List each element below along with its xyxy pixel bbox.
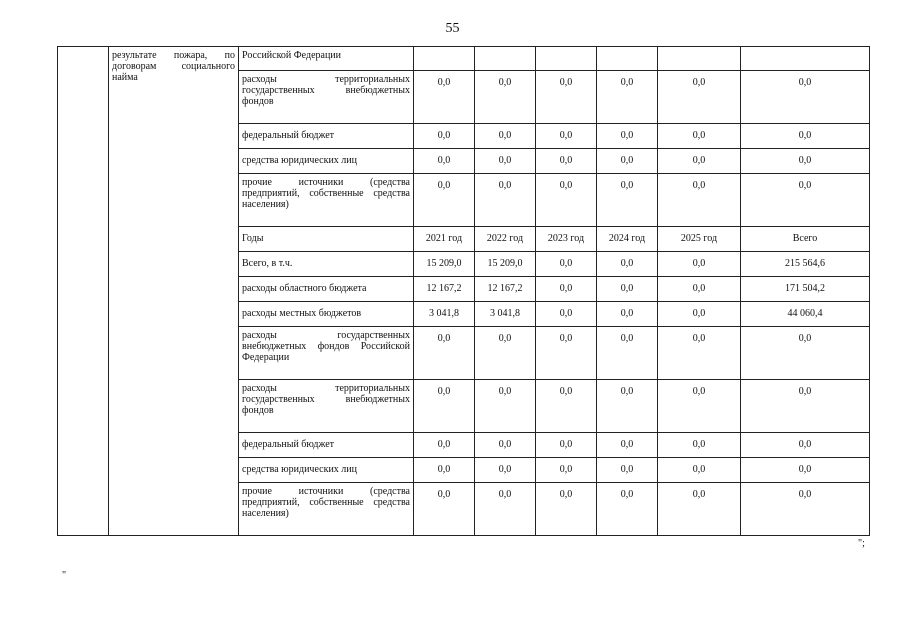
row-number-cell <box>58 47 109 536</box>
value-cell: 0,0 <box>658 277 741 302</box>
value-cell: 0,0 <box>536 252 597 277</box>
funding-source-label: средства юридических лиц <box>239 458 414 483</box>
value-cell: 0,0 <box>597 380 658 433</box>
value-cell: 0,0 <box>536 174 597 227</box>
value-cell: 0,0 <box>414 380 475 433</box>
value-cell: 0,0 <box>536 302 597 327</box>
funding-source-label: расходы государственных внебюджетных фондов Российской Федерации <box>239 327 414 380</box>
table-body <box>58 47 870 536</box>
table-row <box>58 47 870 71</box>
value-cell: 0,0 <box>475 483 536 536</box>
funding-source-label: федеральный бюджет <box>239 433 414 458</box>
value-cell: 0,0 <box>475 433 536 458</box>
value-cell: 3 041,8 <box>414 302 475 327</box>
value-cell: 0,0 <box>741 149 870 174</box>
funding-source-label: федеральный бюджет <box>239 124 414 149</box>
value-cell: 0,0 <box>597 124 658 149</box>
funding-source-label: расходы территориальных государственных внебюджетных фондов <box>239 71 414 124</box>
value-cell: 0,0 <box>658 380 741 433</box>
value-cell <box>658 47 741 71</box>
value-cell <box>536 47 597 71</box>
value-cell: 0,0 <box>536 149 597 174</box>
funding-source-label: расходы местных бюджетов <box>239 302 414 327</box>
value-cell: Всего <box>741 227 870 252</box>
value-cell: 0,0 <box>475 458 536 483</box>
funding-source-label: расходы территориальных государственных внебюджетных фондов <box>239 380 414 433</box>
value-cell: 0,0 <box>741 433 870 458</box>
value-cell: 0,0 <box>414 71 475 124</box>
value-cell <box>597 47 658 71</box>
value-cell: 0,0 <box>414 149 475 174</box>
value-cell: 2022 год <box>475 227 536 252</box>
value-cell: 12 167,2 <box>475 277 536 302</box>
value-cell: 0,0 <box>414 458 475 483</box>
value-cell: 0,0 <box>597 327 658 380</box>
value-cell: 2025 год <box>658 227 741 252</box>
value-cell: 2023 год <box>536 227 597 252</box>
funding-source-label: Всего, в т.ч. <box>239 252 414 277</box>
value-cell: 0,0 <box>741 124 870 149</box>
value-cell: 0,0 <box>658 149 741 174</box>
value-cell: 0,0 <box>658 327 741 380</box>
value-cell: 0,0 <box>475 327 536 380</box>
value-cell: 0,0 <box>414 124 475 149</box>
value-cell: 0,0 <box>741 174 870 227</box>
value-cell: 0,0 <box>658 252 741 277</box>
value-cell: 0,0 <box>475 149 536 174</box>
value-cell: 0,0 <box>597 433 658 458</box>
value-cell: 0,0 <box>741 483 870 536</box>
value-cell: 0,0 <box>414 433 475 458</box>
closing-quote-mark: "; <box>858 538 865 549</box>
value-cell: 0,0 <box>658 302 741 327</box>
value-cell: 12 167,2 <box>414 277 475 302</box>
value-cell: 0,0 <box>658 433 741 458</box>
value-cell: 0,0 <box>414 174 475 227</box>
value-cell: 0,0 <box>658 174 741 227</box>
funding-source-label: расходы областного бюджета <box>239 277 414 302</box>
value-cell: 15 209,0 <box>414 252 475 277</box>
value-cell: 0,0 <box>536 327 597 380</box>
value-cell <box>475 47 536 71</box>
value-cell: 0,0 <box>658 458 741 483</box>
value-cell: 0,0 <box>741 327 870 380</box>
value-cell <box>414 47 475 71</box>
value-cell: 0,0 <box>741 458 870 483</box>
value-cell <box>741 47 870 71</box>
value-cell: 0,0 <box>597 149 658 174</box>
value-cell: 0,0 <box>536 124 597 149</box>
value-cell: 0,0 <box>414 327 475 380</box>
funding-source-label: прочие источники (средства предприятий, собственные средства населения) <box>239 483 414 536</box>
value-cell: 0,0 <box>536 483 597 536</box>
value-cell: 0,0 <box>414 483 475 536</box>
value-cell: 0,0 <box>741 380 870 433</box>
value-cell: 2021 год <box>414 227 475 252</box>
value-cell: 2024 год <box>597 227 658 252</box>
value-cell: 0,0 <box>475 174 536 227</box>
value-cell: 0,0 <box>658 124 741 149</box>
page-number: 55 <box>445 21 460 36</box>
funding-source-label: прочие источники (средства предприятий, собственные средства населения) <box>239 174 414 227</box>
value-cell: 0,0 <box>597 483 658 536</box>
value-cell: 0,0 <box>597 302 658 327</box>
funding-source-label: Годы <box>239 227 414 252</box>
value-cell: 0,0 <box>597 174 658 227</box>
value-cell: 0,0 <box>658 71 741 124</box>
value-cell: 0,0 <box>597 252 658 277</box>
value-cell: 0,0 <box>597 277 658 302</box>
opening-quote-mark: " <box>62 570 67 581</box>
value-cell: 0,0 <box>536 380 597 433</box>
funding-table <box>57 46 870 536</box>
value-cell: 0,0 <box>536 71 597 124</box>
value-cell: 0,0 <box>741 71 870 124</box>
funding-source-label: средства юридических лиц <box>239 149 414 174</box>
value-cell: 171 504,2 <box>741 277 870 302</box>
value-cell: 0,0 <box>536 433 597 458</box>
measure-description-cell: результате пожара, по договорам социального найма <box>109 47 239 536</box>
value-cell: 0,0 <box>536 277 597 302</box>
value-cell: 15 209,0 <box>475 252 536 277</box>
value-cell: 0,0 <box>597 458 658 483</box>
value-cell: 0,0 <box>658 483 741 536</box>
value-cell: 215 564,6 <box>741 252 870 277</box>
value-cell: 0,0 <box>475 71 536 124</box>
value-cell: 0,0 <box>597 71 658 124</box>
value-cell: 0,0 <box>475 124 536 149</box>
value-cell: 44 060,4 <box>741 302 870 327</box>
value-cell: 0,0 <box>475 380 536 433</box>
funding-source-label: Российской Федерации <box>239 47 414 71</box>
value-cell: 0,0 <box>536 458 597 483</box>
value-cell: 3 041,8 <box>475 302 536 327</box>
